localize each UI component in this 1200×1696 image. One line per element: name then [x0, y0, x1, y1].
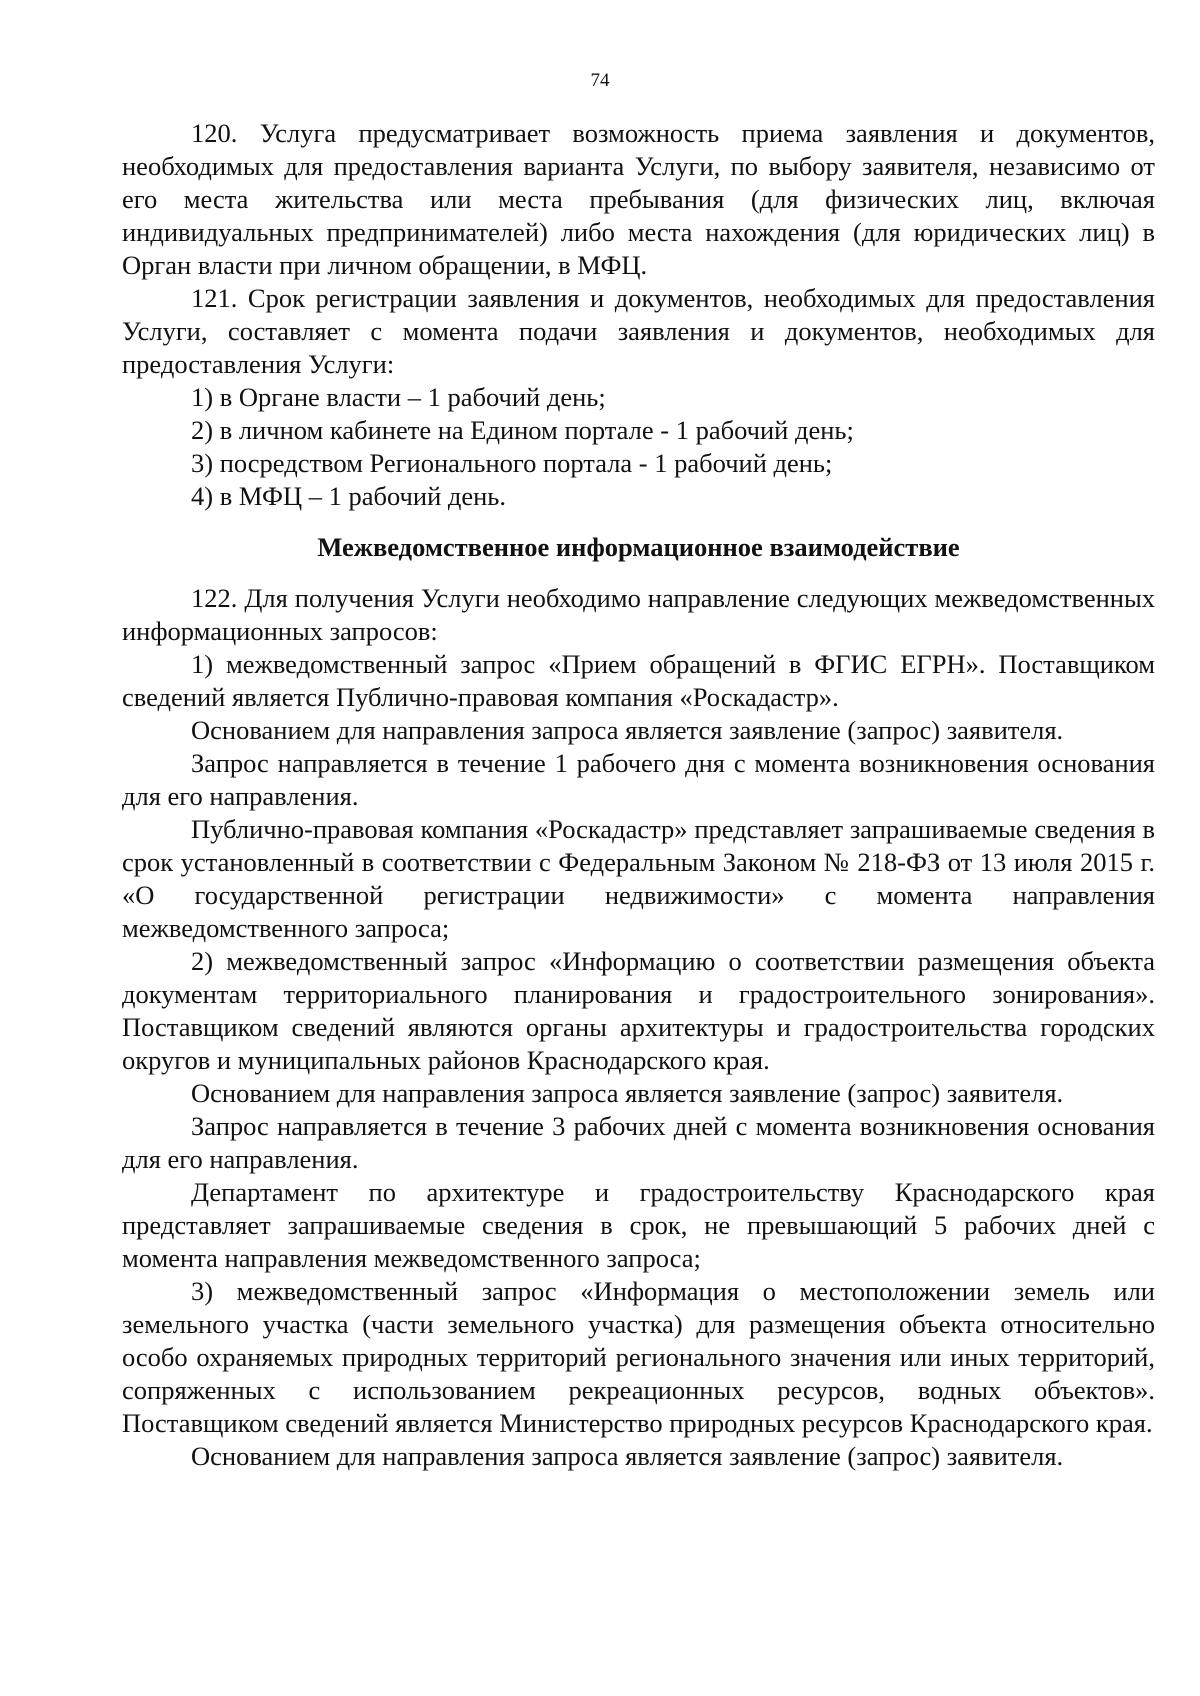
request-2-response: Департамент по архитектуре и градостроительству Краснодарского края представляет запрашиваемые сведения в срок, не превышающий 5 рабочих дней с момента направления межведомственного запроса; [122, 1177, 1155, 1273]
section-heading: Межведомственное информационное взаимодействие [317, 532, 960, 562]
request-2-title: 2) межведомственный запрос «Информацию о соответствии размещения объекта документам территориального планирования и градостроительного зонирования». Поставщиком сведений являются органы архитектуры и градостроительства городских округов и муниципальных районов Краснодарского края. [122, 946, 1155, 1075]
list-item: 2) в личном кабинете на Едином портале - 1 рабочий день; [191, 415, 854, 445]
paragraph-120: 120. Услуга предусматривает возможность приема заявления и документов, необходимых для предоставления варианта Услуги, по выбору заявителя, независимо от его места жительства или места пребывания (для физических лиц, включая индивидуальных предпринимателей) либо места нахождения (для юридических лиц) в Орган власти при личном обращении, в МФЦ. [122, 118, 1155, 280]
request-3-title: 3) межведомственный запрос «Информация о местоположении земель или земельного участка (части земельного участка) для размещения объекта относительно особо охраняемых природных территорий регионального значения или иных территорий, сопряженных с использованием рекреационных ресурсов, водных объектов». Поставщиком сведений является Министерство природных ресурсов Краснодарского края. [122, 1276, 1155, 1438]
paragraph-121: 121. Срок регистрации заявления и документов, необходимых для предоставления Услуги, составляет с момента подачи заявления и документов, необходимых для предоставления Услуги: [122, 283, 1155, 379]
document-body [122, 117, 1155, 1473]
request-1-response: Публично-правовая компания «Роскадастр» представляет запрашиваемые сведения в срок установленный в соответствии с Федеральным Законом № 218-ФЗ от 13 июля 2015 г. «О государственной регистрации недвижимости» с момента направления межведомственного запроса; [122, 814, 1155, 943]
paragraph-122: 122. Для получения Услуги необходимо направление следующих межведомственных информационных запросов: [122, 583, 1155, 646]
page-number: 74 [590, 70, 610, 91]
request-1-basis: Основанием для направления запроса является заявление (запрос) заявителя. [191, 715, 1064, 745]
request-1-term: Запрос направляется в течение 1 рабочего дня с момента возникновения основания для его направления. [122, 748, 1155, 811]
request-3-basis: Основанием для направления запроса является заявление (запрос) заявителя. [191, 1441, 1064, 1471]
list-item: 1) в Органе власти – 1 рабочий день; [191, 382, 606, 412]
request-2-basis: Основанием для направления запроса является заявление (запрос) заявителя. [191, 1078, 1064, 1108]
list-item: 4) в МФЦ – 1 рабочий день. [191, 481, 507, 511]
list-item: 3) посредством Регионального портала - 1 рабочий день; [191, 448, 833, 478]
request-1-title: 1) межведомственный запрос «Прием обращений в ФГИС ЕГРН». Поставщиком сведений является Публично-правовая компания «Роскадастр». [122, 649, 1155, 712]
request-2-term: Запрос направляется в течение 3 рабочих дней с момента возникновения основания для его направления. [122, 1111, 1155, 1174]
